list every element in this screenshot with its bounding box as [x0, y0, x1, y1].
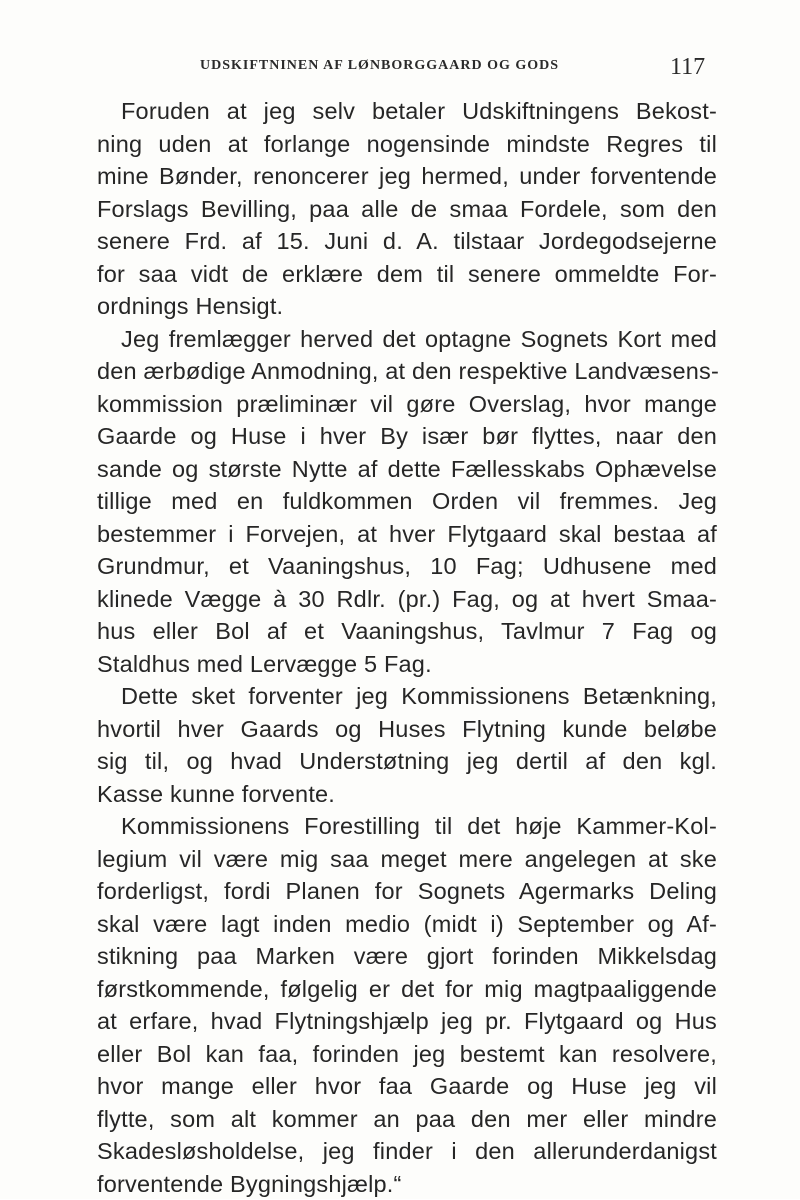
text-line: Foruden at jeg selv betaler Udskiftningens Bekost- — [97, 95, 717, 128]
text-line: hvortil hver Gaards og Huses Flytning kunde beløbe — [97, 713, 717, 746]
text-line: Gaarde og Huse i hver By især bør flyttes, naar den — [97, 420, 717, 453]
text-line: hvor mange eller hvor faa Gaarde og Huse jeg vil — [97, 1070, 717, 1103]
text-line: ordnings Hensigt. — [97, 290, 717, 323]
text-line: ning uden at forlange nogensinde mindste Regres til — [97, 128, 717, 161]
text-line: eller Bol kan faa, forinden jeg bestemt kan resolvere, — [97, 1038, 717, 1071]
text-line: kommission præliminær vil gøre Overslag, hvor mange — [97, 388, 717, 421]
text-line: flytte, som alt kommer an paa den mer eller mindre — [97, 1103, 717, 1136]
text-line: forderligst, fordi Planen for Sognets Agermarks Deling — [97, 875, 717, 908]
text-line: mine Bønder, renoncerer jeg hermed, under forventende — [97, 160, 717, 193]
text-line: Staldhus med Lervægge 5 Fag. — [97, 648, 717, 681]
text-line: legium vil være mig saa meget mere angelegen at ske — [97, 843, 717, 876]
text-line: hus eller Bol af et Vaaningshus, Tavlmur 7 Fag og — [97, 615, 717, 648]
text-line: tillige med en fuldkommen Orden vil fremmes. Jeg — [97, 485, 717, 518]
text-line: førstkommende, følgelig er det for mig magtpaaliggende — [97, 973, 717, 1006]
text-line: sande og største Nytte af dette Fællesskabs Ophævelse — [97, 453, 717, 486]
text-line: Grundmur, et Vaaningshus, 10 Fag; Udhusene med — [97, 550, 717, 583]
text-line: Skadesløsholdelse, jeg finder i den allerunderdanigst — [97, 1135, 717, 1168]
text-line: Jeg fremlægger herved det optagne Sognets Kort med — [97, 323, 717, 356]
text-line: for saa vidt de erklære dem til senere ommeldte For- — [97, 258, 717, 291]
text-line: skal være lagt inden medio (midt i) September og Af- — [97, 908, 717, 941]
text-line: Kasse kunne forvente. — [97, 778, 717, 811]
text-line: stikning paa Marken være gjort forinden Mikkelsdag — [97, 940, 717, 973]
page-number: 117 — [670, 54, 705, 81]
body-text — [97, 95, 717, 1200]
text-line: bestemmer i Forvejen, at hver Flytgaard skal bestaa af — [97, 518, 717, 551]
text-line: at erfare, hvad Flytningshjælp jeg pr. Flytgaard og Hus — [97, 1005, 717, 1038]
text-line: Forslags Bevilling, paa alle de smaa Fordele, som den — [97, 193, 717, 226]
text-line: forventende Bygningshjælp.“ — [97, 1168, 717, 1200]
text-line: Kommissionens Forestilling til det høje Kammer-Kol- — [97, 810, 717, 843]
text-line: den ærbødige Anmodning, at den respektive Landvæsens- — [97, 355, 717, 388]
text-line: senere Frd. af 15. Juni d. A. tilstaar Jordegodsejerne — [97, 225, 717, 258]
text-line: Dette sket forventer jeg Kommissionens Betænkning, — [97, 680, 717, 713]
text-line: klinede Vægge à 30 Rdlr. (pr.) Fag, og at hvert Smaa- — [97, 583, 717, 616]
running-title: UDSKIFTNINEN AF LØNBORGGAARD OG GODS — [200, 58, 559, 74]
text-line: sig til, og hvad Understøtning jeg dertil af den kgl. — [97, 745, 717, 778]
